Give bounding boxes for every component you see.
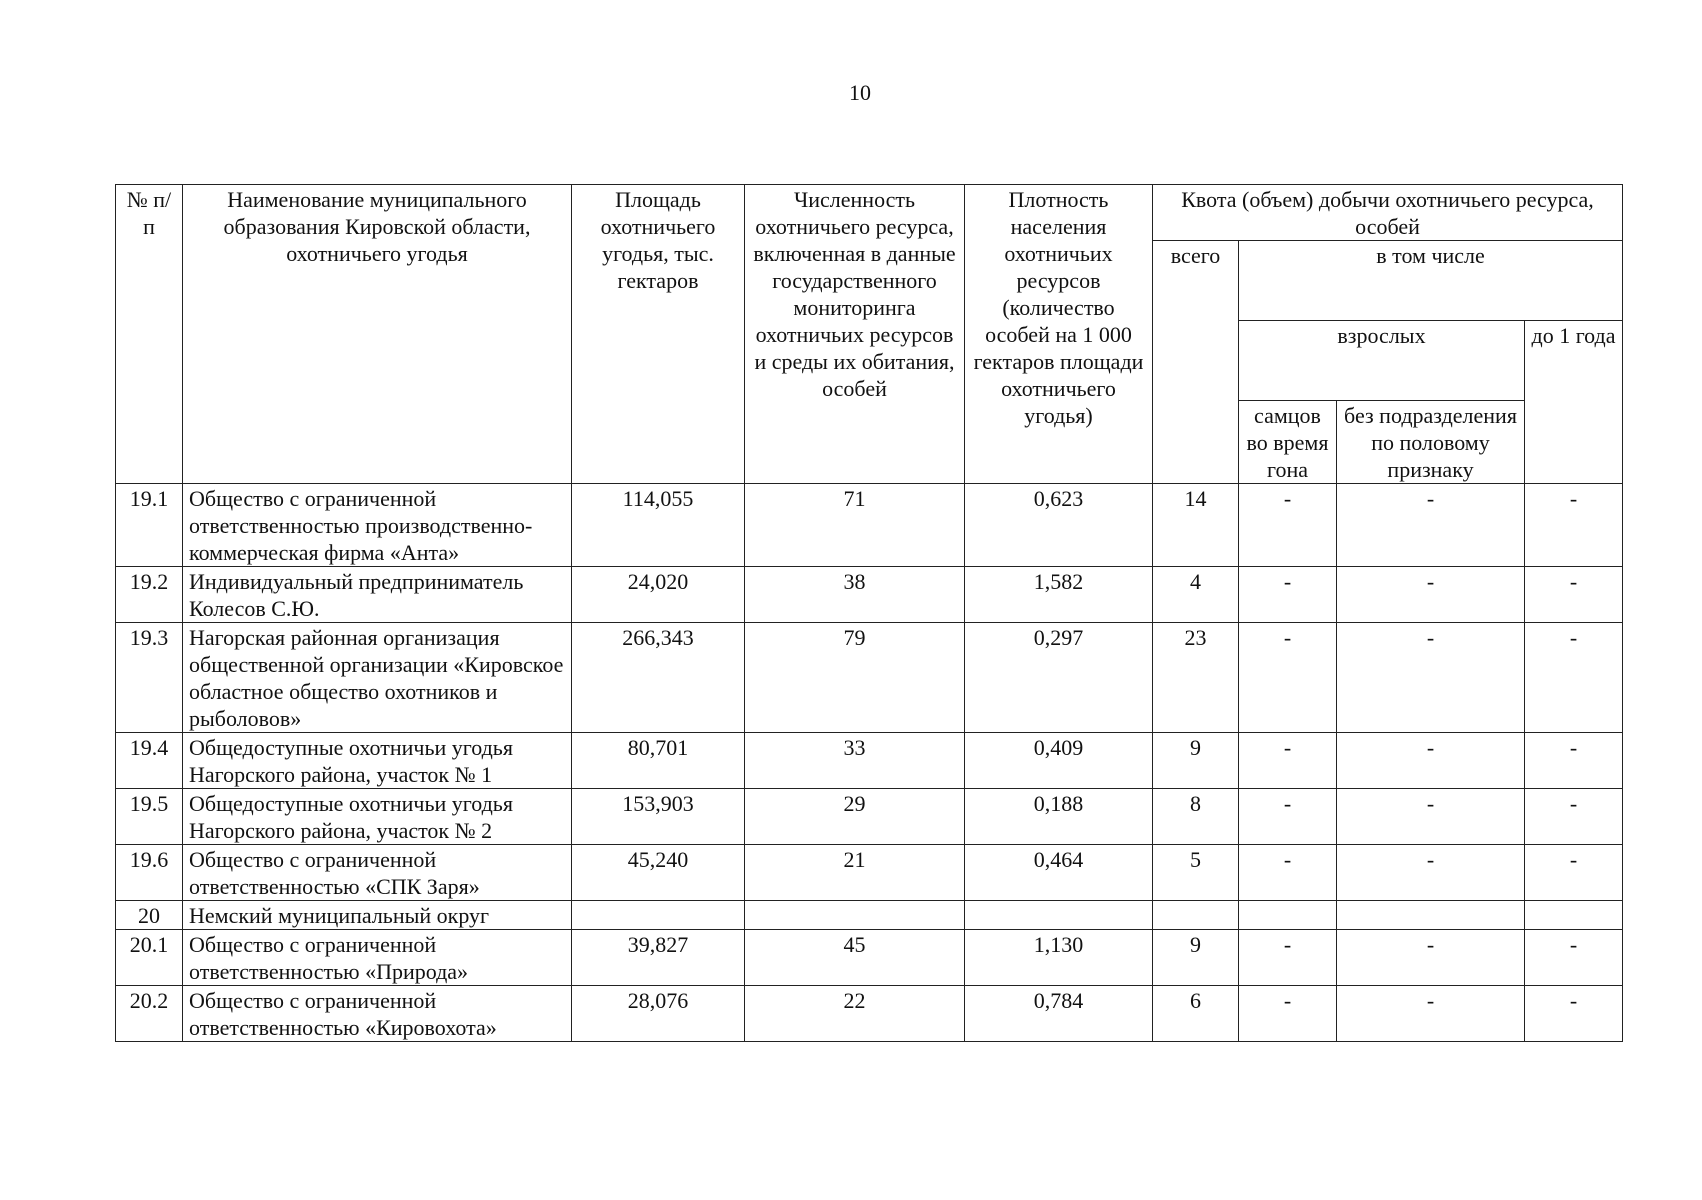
row-under1: - [1525, 930, 1623, 986]
row-density: 1,130 [965, 930, 1153, 986]
page-number: 10 [849, 80, 871, 105]
row-name: Общество с ограниченной ответственностью производственно-коммерческая фирма «Анта» [183, 484, 572, 567]
table-row [116, 789, 1623, 845]
row-males-rut: - [1239, 567, 1337, 623]
row-name: Общедоступные охотничьи угодья Нагорского района, участок № 2 [183, 789, 572, 845]
row-count: 38 [745, 567, 965, 623]
row-males-rut: - [1239, 733, 1337, 789]
row-name: Немский муниципальный округ [183, 901, 572, 930]
row-name: Общество с ограниченной ответственностью «Кировохота» [183, 986, 572, 1042]
row-total: 23 [1153, 623, 1239, 733]
row-males-rut: - [1239, 623, 1337, 733]
row-no-sex-division [1337, 901, 1525, 930]
table-row [116, 986, 1623, 1042]
header-quota: Квота (объем) добычи охотничьего ресурса, особей [1153, 185, 1623, 241]
row-males-rut [1239, 901, 1337, 930]
header-including: в том числе [1239, 241, 1623, 321]
header-area: Площадь охотничьего угодья, тыс. гектаров [572, 185, 745, 484]
row-density: 0,784 [965, 986, 1153, 1042]
row-total: 9 [1153, 733, 1239, 789]
row-name: Общедоступные охотничьи угодья Нагорского района, участок № 1 [183, 733, 572, 789]
row-count: 45 [745, 930, 965, 986]
header-density: Плотность населения охотничьих ресурсов (количество особей на 1 000 гектаров площади охотничьего угодья) [965, 185, 1153, 484]
row-num: 19.4 [116, 733, 183, 789]
row-density: 0,409 [965, 733, 1153, 789]
row-area: 45,240 [572, 845, 745, 901]
header-num: № п/п [116, 185, 183, 484]
row-area: 39,827 [572, 930, 745, 986]
row-count: 22 [745, 986, 965, 1042]
row-count: 33 [745, 733, 965, 789]
row-no-sex-division: - [1337, 986, 1525, 1042]
row-area: 114,055 [572, 484, 745, 567]
quota-table [115, 184, 1623, 1042]
row-density: 0,297 [965, 623, 1153, 733]
header-name: Наименование муниципального образования Кировской области, охотничьего угодья [183, 185, 572, 484]
table-row [116, 567, 1623, 623]
row-count [745, 901, 965, 930]
table-row [116, 484, 1623, 567]
row-area [572, 901, 745, 930]
row-total: 8 [1153, 789, 1239, 845]
row-no-sex-division: - [1337, 484, 1525, 567]
row-num: 20 [116, 901, 183, 930]
row-under1: - [1525, 986, 1623, 1042]
row-under1: - [1525, 484, 1623, 567]
row-total: 14 [1153, 484, 1239, 567]
row-males-rut: - [1239, 484, 1337, 567]
row-density: 0,188 [965, 789, 1153, 845]
row-under1: - [1525, 845, 1623, 901]
row-num: 19.1 [116, 484, 183, 567]
header-males-rut: самцов во время гона [1239, 401, 1337, 484]
row-num: 20.1 [116, 930, 183, 986]
row-males-rut: - [1239, 789, 1337, 845]
row-num: 20.2 [116, 986, 183, 1042]
row-density: 0,464 [965, 845, 1153, 901]
table-row [116, 930, 1623, 986]
row-density: 0,623 [965, 484, 1153, 567]
header-no-sex-division: без подразделения по половому признаку [1337, 401, 1525, 484]
header-count: Численность охотничьего ресурса, включенная в данные государственного мониторинга охотничьих ресурсов и среды их обитания, особей [745, 185, 965, 484]
row-num: 19.3 [116, 623, 183, 733]
row-area: 80,701 [572, 733, 745, 789]
row-under1: - [1525, 567, 1623, 623]
row-count: 21 [745, 845, 965, 901]
row-no-sex-division: - [1337, 789, 1525, 845]
row-count: 71 [745, 484, 965, 567]
row-total: 6 [1153, 986, 1239, 1042]
row-area: 266,343 [572, 623, 745, 733]
row-num: 19.6 [116, 845, 183, 901]
row-total [1153, 901, 1239, 930]
row-no-sex-division: - [1337, 930, 1525, 986]
row-name: Индивидуальный предприниматель Колесов С.Ю. [183, 567, 572, 623]
row-density [965, 901, 1153, 930]
row-no-sex-division: - [1337, 623, 1525, 733]
row-num: 19.2 [116, 567, 183, 623]
row-name: Общество с ограниченной ответственностью «Природа» [183, 930, 572, 986]
row-under1 [1525, 901, 1623, 930]
row-density: 1,582 [965, 567, 1153, 623]
row-under1: - [1525, 623, 1623, 733]
row-name: Нагорская районная организация общественной организации «Кировское областное общество охотников и рыболовов» [183, 623, 572, 733]
table-row [116, 623, 1623, 733]
table-header [116, 185, 1623, 484]
row-no-sex-division: - [1337, 733, 1525, 789]
header-total: всего [1153, 241, 1239, 484]
table-row [116, 845, 1623, 901]
row-total: 9 [1153, 930, 1239, 986]
header-adults: взрослых [1239, 321, 1525, 401]
row-area: 28,076 [572, 986, 745, 1042]
row-under1: - [1525, 733, 1623, 789]
table-row [116, 901, 1623, 930]
row-no-sex-division: - [1337, 567, 1525, 623]
row-males-rut: - [1239, 845, 1337, 901]
row-count: 29 [745, 789, 965, 845]
table-body [116, 484, 1623, 1042]
row-count: 79 [745, 623, 965, 733]
row-males-rut: - [1239, 986, 1337, 1042]
row-total: 5 [1153, 845, 1239, 901]
row-area: 153,903 [572, 789, 745, 845]
row-males-rut: - [1239, 930, 1337, 986]
row-under1: - [1525, 789, 1623, 845]
row-area: 24,020 [572, 567, 745, 623]
row-no-sex-division: - [1337, 845, 1525, 901]
header-under1: до 1 года [1525, 321, 1623, 484]
row-name: Общество с ограниченной ответственностью «СПК Заря» [183, 845, 572, 901]
row-total: 4 [1153, 567, 1239, 623]
table-row [116, 733, 1623, 789]
row-num: 19.5 [116, 789, 183, 845]
